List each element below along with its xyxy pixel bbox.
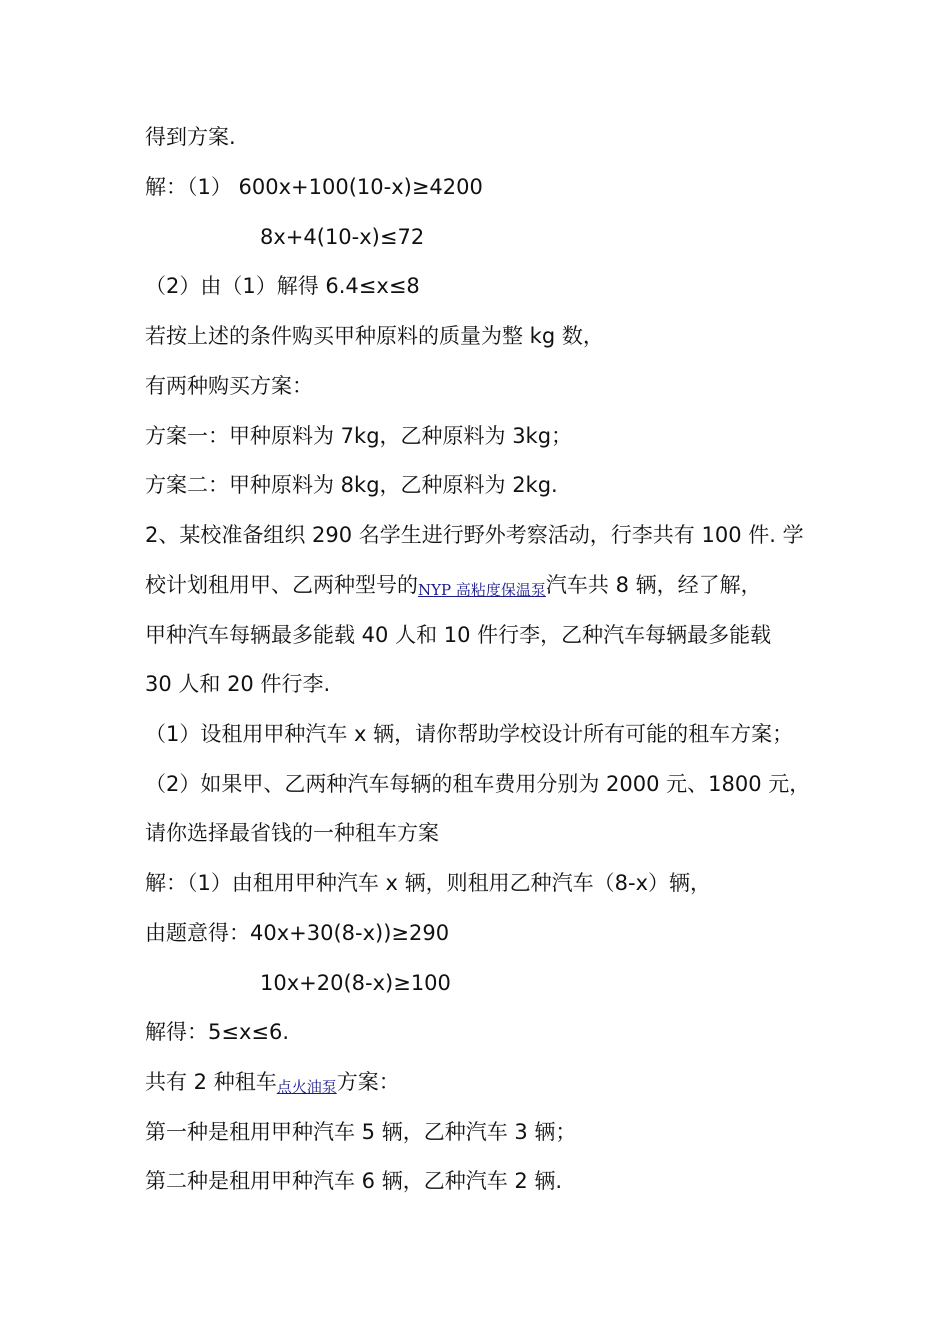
- text-line: 方案二：甲种原料为 8kg，乙种原料为 2kg.: [145, 473, 558, 497]
- text-line: 第二种是租用甲种汽车 6 辆，乙种汽车 2 辆.: [145, 1169, 563, 1193]
- text-line: 由题意得：40x+30(8-x))≥290: [145, 921, 450, 945]
- text-line-with-link: [145, 570, 762, 605]
- text-line: （1）设租用甲种汽车 x 辆，请你帮助学校设计所有可能的租车方案；: [145, 722, 794, 746]
- text-line-with-link: [145, 1067, 400, 1102]
- text-line: 2、某校准备组织 290 名学生进行野外考察活动，行李共有 100 件. 学: [145, 523, 804, 547]
- text-line: 甲种汽车每辆最多能载 40 人和 10 件行李，乙种汽车每辆最多能载: [145, 623, 772, 647]
- text-line: 请你选择最省钱的一种租车方案: [145, 821, 439, 845]
- text-line: 若按上述的条件购买甲种原料的质量为整 kg 数，: [145, 324, 604, 348]
- text-line: 第一种是租用甲种汽车 5 辆，乙种汽车 3 辆；: [145, 1120, 577, 1144]
- text-line: 解：（1） 600x+100(10-x)≥4200: [145, 175, 483, 199]
- text-line: 解：（1）由租用甲种汽车 x 辆，则租用乙种汽车（8-x）辆，: [145, 871, 712, 895]
- text-line: （2）如果甲、乙两种汽车每辆的租车费用分别为 2000 元、1800 元，: [145, 772, 811, 796]
- text-line: 30 人和 20 件行李.: [145, 672, 331, 696]
- text-segment: 汽车共 8 辆，经了解，: [545, 573, 762, 597]
- text-line: 解得：5≤x≤6.: [145, 1020, 290, 1044]
- text-line: 有两种购买方案：: [145, 374, 313, 398]
- nyp-pump-link[interactable]: NYP 高粘度保温泵: [418, 581, 546, 599]
- text-segment: 方案：: [336, 1070, 400, 1094]
- text-line: （2）由（1）解得 6.4≤x≤8: [145, 274, 420, 298]
- text-segment: 共有 2 种租车: [145, 1070, 277, 1094]
- text-line: 10x+20(8-x)≥100: [260, 971, 451, 995]
- ignition-pump-link[interactable]: 点火油泵: [276, 1078, 337, 1096]
- text-line: 8x+4(10-x)≤72: [260, 225, 425, 249]
- text-line: 得到方案.: [145, 125, 236, 149]
- text-segment: 校计划租用甲、乙两种型号的: [145, 573, 418, 597]
- text-line: 方案一：甲种原料为 7kg，乙种原料为 3kg；: [145, 424, 573, 448]
